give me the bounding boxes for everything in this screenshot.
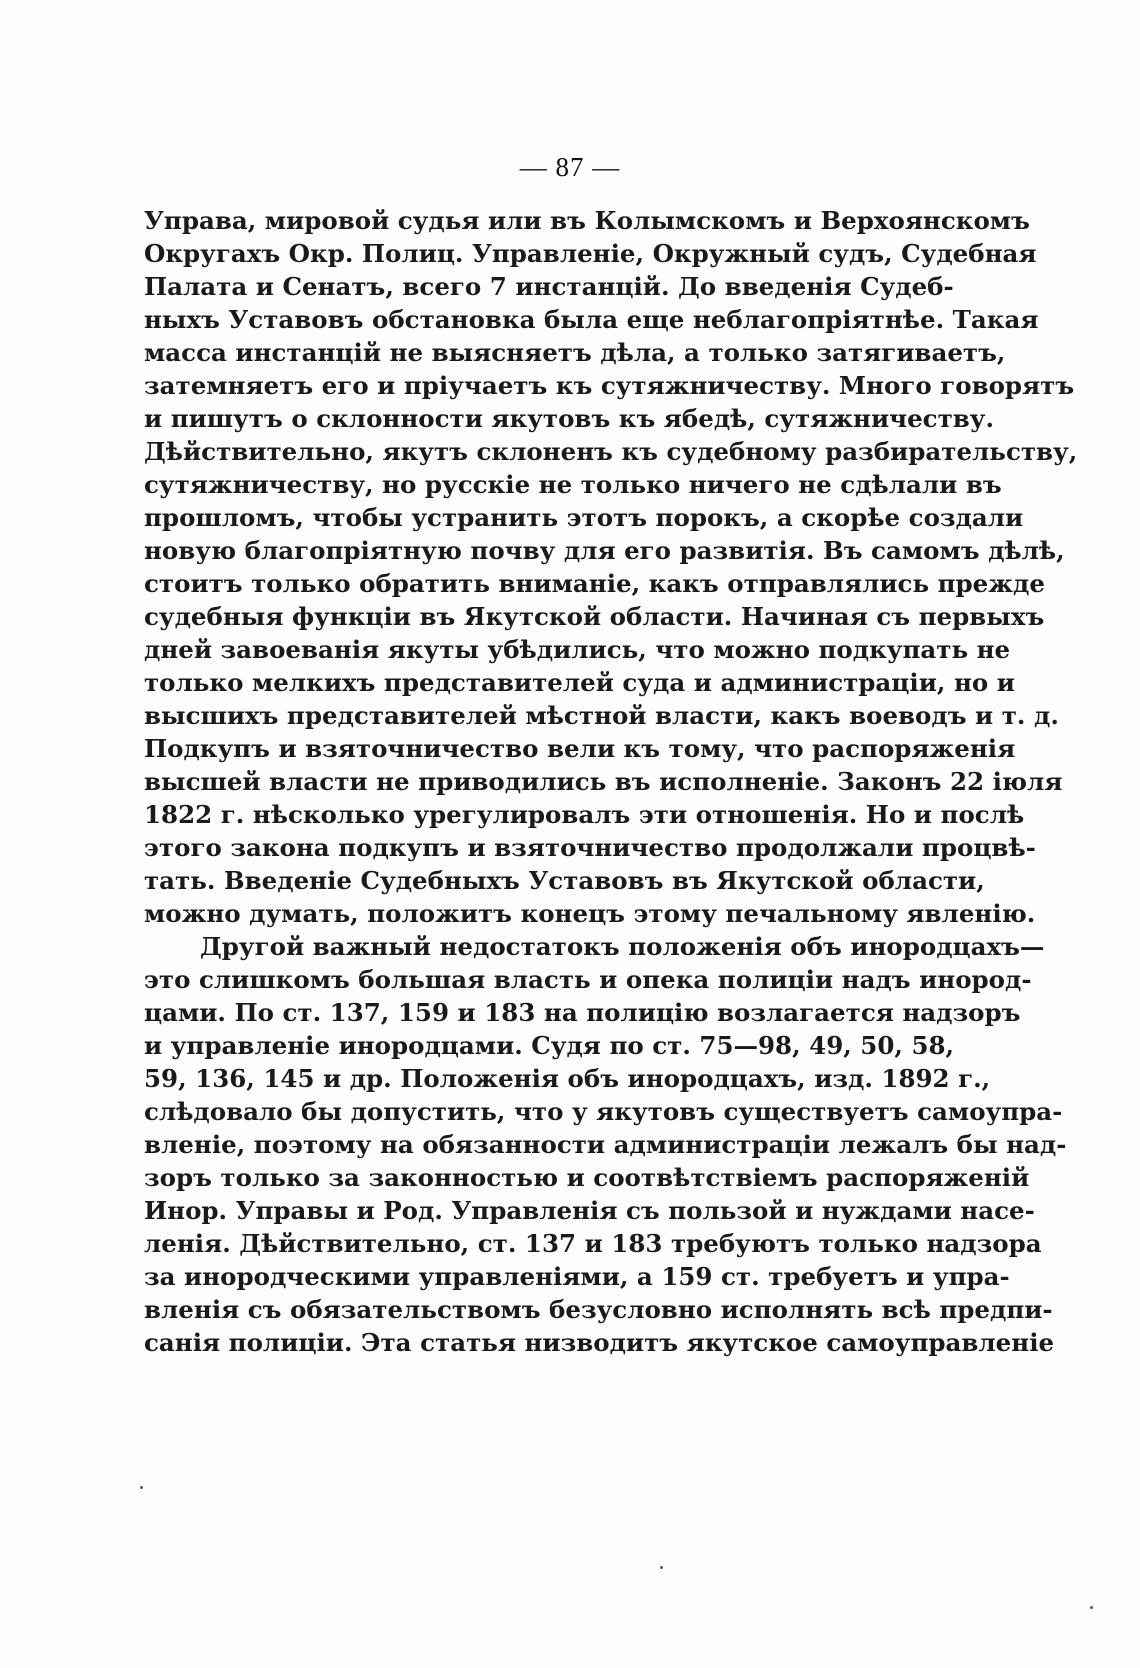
text-line: за инородческими управленіями, а 159 ст. требуетъ и упра-: [144, 1262, 1010, 1291]
text-line: слѣдовало бы допустить, что у якутовъ существуетъ самоупра-: [144, 1097, 1063, 1126]
text-line: Подкупъ и взяточничество вели къ тому, что распоряженія: [144, 734, 1016, 763]
text-line: Управа, мировой судья или въ Колымскомъ и Верхоянскомъ: [144, 206, 1030, 235]
page-number: — 87 —: [519, 152, 621, 182]
paragraph-first-line: Другой важный недостатокъ положенія объ инородцахъ—: [200, 932, 1045, 961]
text-line: это слишкомъ большая власть и опека полиціи надъ инород-: [144, 965, 1032, 994]
text-line: судебныя функціи въ Якутской области. Начиная съ первыхъ: [144, 602, 1045, 631]
text-line: санія полиціи. Эта статья низводитъ якутское самоуправленіе: [144, 1328, 1055, 1357]
print-speck: [660, 1566, 663, 1569]
text-line: Палата и Сенатъ, всего 7 инстанцій. До введенія Судеб-: [144, 272, 954, 301]
text-line: высшихъ представителей мѣстной власти, какъ воеводъ и т. д.: [144, 701, 1059, 730]
text-line: высшей власти не приводились въ исполненіе. Законъ 22 іюля: [144, 767, 1063, 796]
text-line: 1822 г. нѣсколько урегулировалъ эти отношенія. Но и послѣ: [144, 800, 1025, 829]
text-line: Округахъ Окр. Полиц. Управленіе, Окружный судъ, Судебная: [144, 239, 1037, 268]
text-line: затемняетъ его и пріучаетъ къ сутяжничеству. Много говорятъ: [144, 371, 1075, 400]
text-line: сутяжничеству, но русскіе не только ничего не сдѣлали въ: [144, 470, 1002, 499]
text-line: масса инстанцій не выясняетъ дѣла, а только затягиваетъ,: [144, 338, 1006, 367]
text-line: вленіе, поэтому на обязанности администраціи лежалъ бы над-: [144, 1130, 1067, 1159]
text-line: зоръ только за законностью и соотвѣтствіемъ распоряженій: [144, 1163, 1030, 1192]
text-line: вленія съ обязательствомъ безусловно исполнять всѣ предпи-: [144, 1295, 1053, 1324]
text-line: ленія. Дѣйствительно, ст. 137 и 183 требуютъ только надзора: [144, 1229, 1042, 1258]
text-line: только мелкихъ представителей суда и администраціи, но и: [144, 668, 1015, 697]
text-line: 59, 136, 145 и др. Положенія объ инородцахъ, изд. 1892 г.,: [144, 1064, 991, 1093]
print-speck: [140, 1486, 143, 1489]
text-line: прошломъ, чтобы устранить этотъ порокъ, а скорѣе создали: [144, 503, 1024, 532]
text-line: Дѣйствительно, якутъ склоненъ къ судебному разбирательству,: [144, 437, 1078, 466]
text-line: и пишутъ о склонности якутовъ къ ябедѣ, сутяжничеству.: [144, 404, 995, 433]
text-line: этого закона подкупъ и взяточничество продолжали процвѣ-: [144, 833, 1036, 862]
text-line: Инор. Управы и Род. Управленія съ пользой и нуждами насе-: [144, 1196, 1035, 1225]
text-line: можно думать, положитъ конецъ этому печальному явленію.: [144, 899, 1036, 928]
print-speck: [1090, 1606, 1093, 1609]
text-line: новую благопріятную почву для его развитія. Въ самомъ дѣлѣ,: [144, 536, 1065, 565]
text-line: и управленіе инородцами. Судя по ст. 75—98, 49, 50, 58,: [144, 1031, 955, 1060]
text-line: цами. По ст. 137, 159 и 183 на полицію возлагается надзоръ: [144, 998, 1021, 1027]
text-line: дней завоеванія якуты убѣдились, что можно подкупать не: [144, 635, 1011, 664]
text-line: тать. Введеніе Судебныхъ Уставовъ въ Якутской области,: [144, 866, 985, 895]
text-line: стоитъ только обратить вниманіе, какъ отправлялись прежде: [144, 569, 1045, 598]
text-line: ныхъ Уставовъ обстановка была еще неблагопріятнѣе. Такая: [144, 305, 1039, 334]
